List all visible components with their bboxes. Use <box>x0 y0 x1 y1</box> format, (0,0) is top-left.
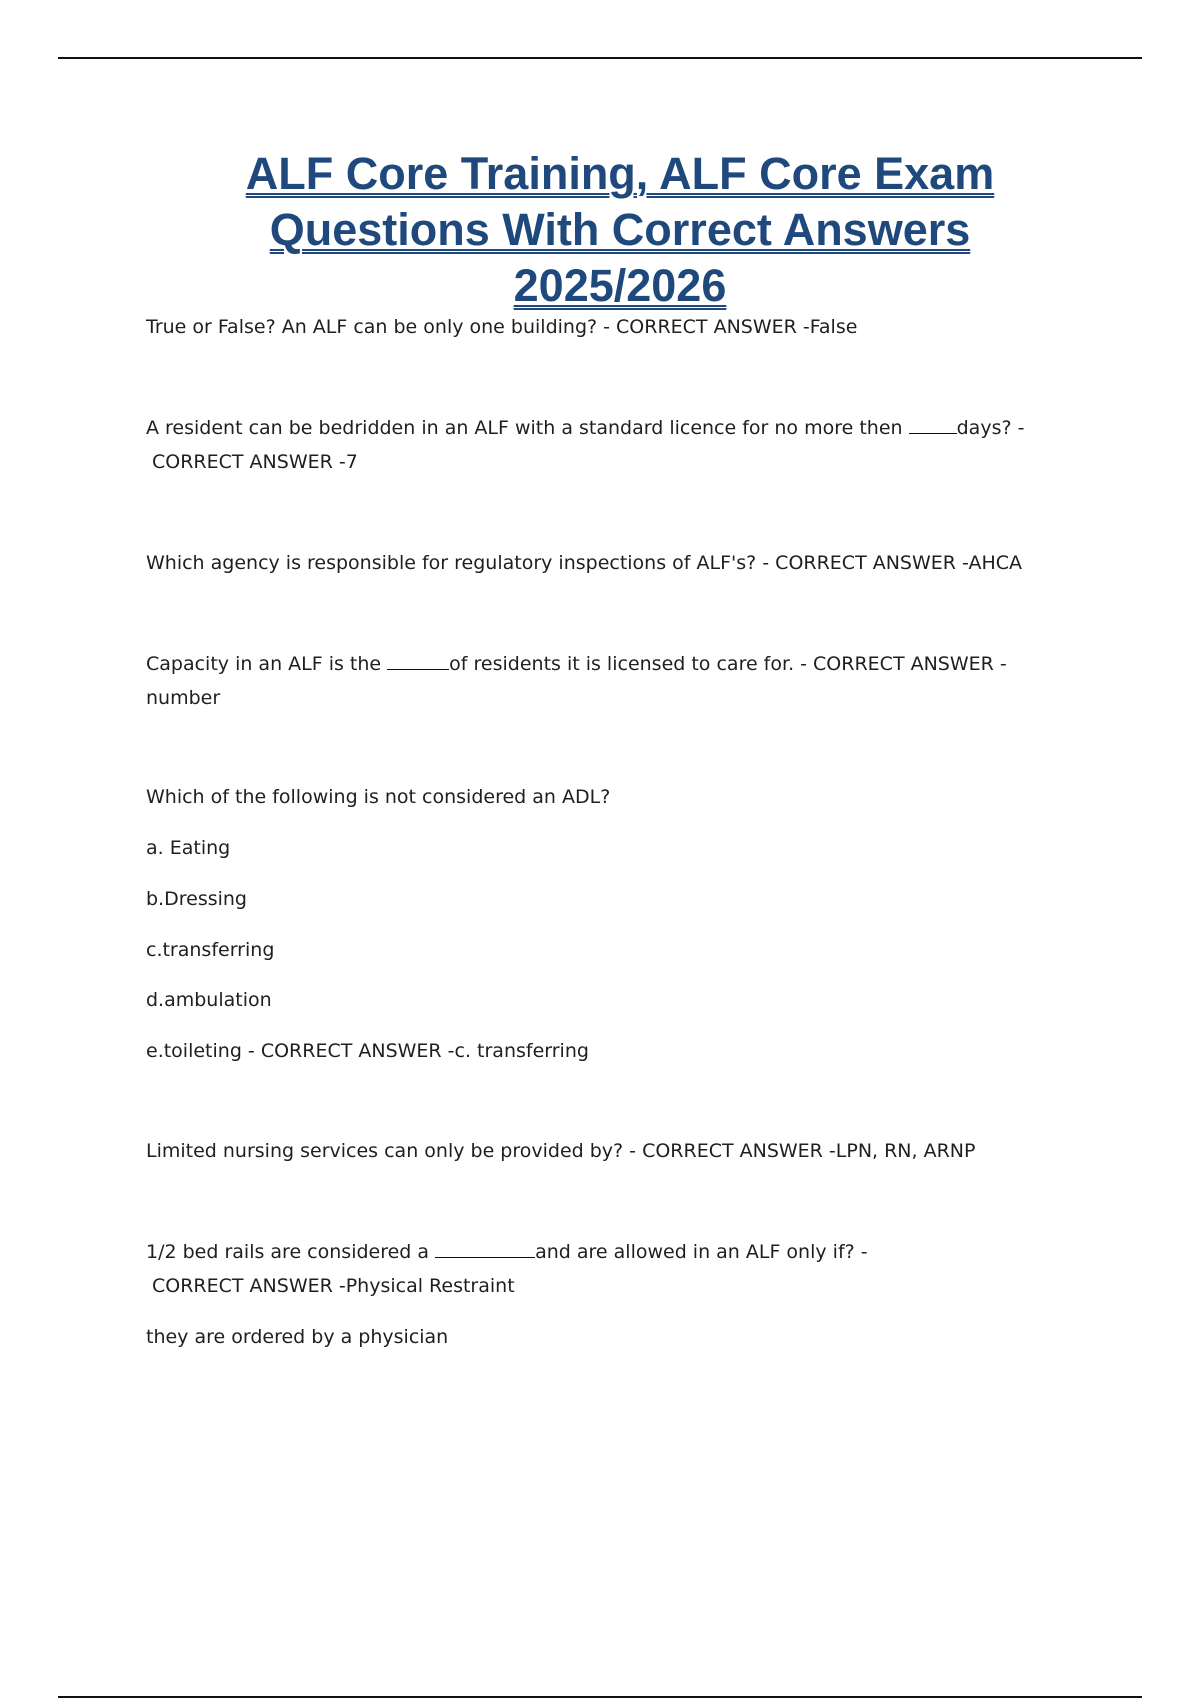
question-2-answer-text: CORRECT ANSWER -7 <box>152 451 358 473</box>
question-7-text-after: and are allowed in an ALF only if? - <box>535 1241 868 1263</box>
bottom-rule <box>58 1696 1142 1698</box>
top-rule <box>58 57 1142 59</box>
option-b-text: b.Dressing <box>146 888 247 910</box>
question-2-answer <box>152 445 358 479</box>
option-e <box>146 1034 589 1068</box>
question-5 <box>146 780 610 814</box>
question-6-text: Limited nursing services can only be provided by? - CORRECT ANSWER -LPN, RN, ARNP <box>146 1140 976 1162</box>
title-line-3: 2025/2026 <box>513 260 727 311</box>
option-a-text: a. Eating <box>146 837 231 859</box>
option-e-text: e.toileting - CORRECT ANSWER -c. transferring <box>146 1040 589 1062</box>
option-c-text: c.transferring <box>146 939 275 961</box>
question-2-blank <box>909 413 957 434</box>
question-4-blank <box>387 649 449 670</box>
question-7 <box>146 1235 868 1269</box>
option-c <box>146 933 274 967</box>
question-1-text: True or False? An ALF can be only one building? - CORRECT ANSWER -False <box>146 316 858 338</box>
question-7-extra-text: they are ordered by a physician <box>146 1326 449 1348</box>
question-7-answer-text: CORRECT ANSWER -Physical Restraint <box>152 1275 515 1297</box>
question-7-answer <box>152 1269 515 1303</box>
document-title <box>100 146 1140 314</box>
question-2-text: A resident can be bedridden in an ALF with a standard licence for no more then <box>146 417 909 439</box>
question-1 <box>146 310 857 344</box>
question-3 <box>146 546 1022 580</box>
question-7-extra <box>146 1320 448 1354</box>
option-a <box>146 831 230 865</box>
question-4 <box>146 647 1007 681</box>
question-2 <box>146 411 1024 445</box>
option-d-text: d.ambulation <box>146 989 272 1011</box>
question-2-text-after: days? - <box>956 417 1025 439</box>
question-4-text-after: of residents it is licensed to care for. - CORRECT ANSWER - <box>449 653 1007 675</box>
question-4-answer <box>146 681 220 715</box>
question-7-text: 1/2 bed rails are considered a <box>146 1241 436 1263</box>
question-5-text: Which of the following is not considered an ADL? <box>146 786 611 808</box>
option-d <box>146 983 272 1017</box>
question-3-text: Which agency is responsible for regulatory inspections of ALF's? - CORRECT ANSWER -AHCA <box>146 552 1023 574</box>
option-b <box>146 882 247 916</box>
question-4-text: Capacity in an ALF is the <box>146 653 388 675</box>
question-4-answer-text: number <box>146 687 221 709</box>
question-7-blank <box>435 1237 535 1258</box>
title-line-1: ALF Core Training, ALF Core Exam <box>245 148 995 199</box>
title-line-2: Questions With Correct Answers <box>269 204 971 255</box>
question-6 <box>146 1134 975 1168</box>
